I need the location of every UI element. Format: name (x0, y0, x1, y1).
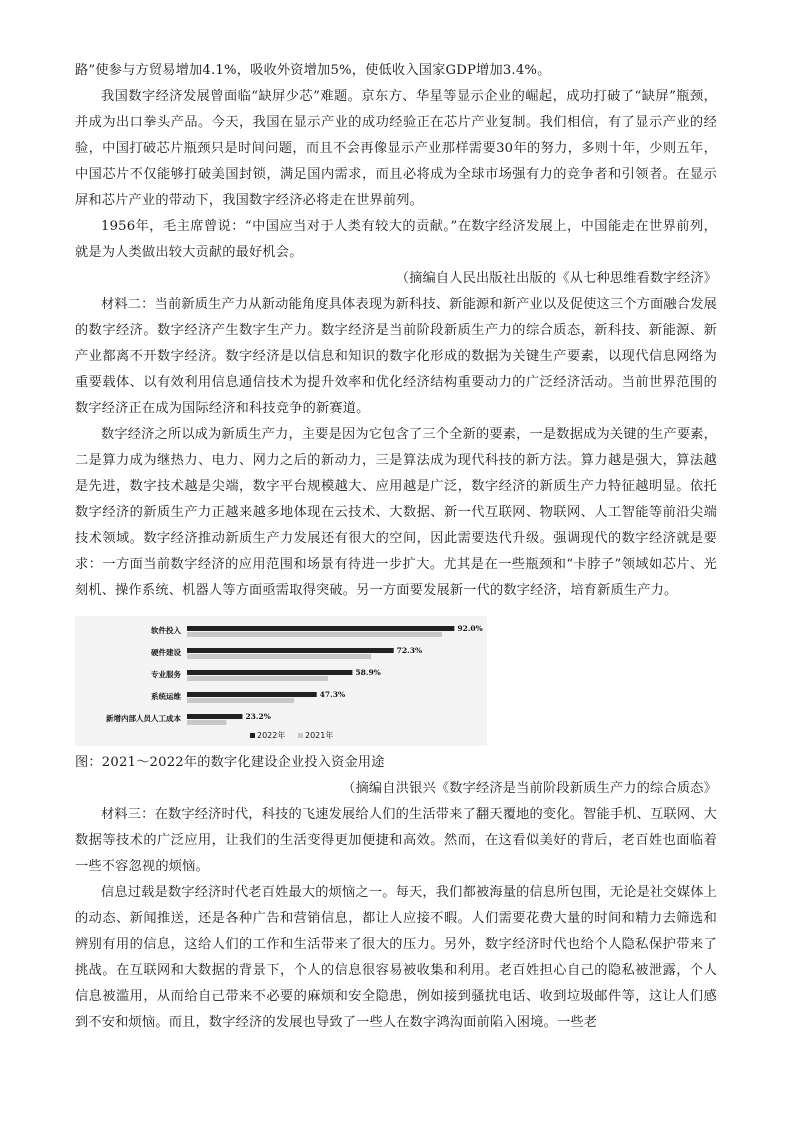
legend-label: 2022年 (257, 731, 286, 740)
bar-2021 (187, 632, 442, 637)
data-label: 47.3% (319, 690, 346, 699)
material-three-section (75, 802, 717, 1036)
bar-chart-figure (75, 616, 487, 746)
data-label: 72.3% (396, 646, 423, 655)
data-label: 92.0% (457, 624, 483, 633)
top-section (75, 58, 717, 266)
paragraph: 材料三：在数字经济时代，科技的飞速发展给人们的生活带来了翻天覆地的变化。智能手机、互联网、大数据等技术的广泛应用，让我们的生活变得更加便捷和高效。然而，在这看似美好的背后，老百姓也面临着一些不容忽视的烦恼。 (75, 807, 717, 874)
bar-2022 (187, 692, 317, 697)
category-label: 新增内部人员人工成本 (106, 714, 181, 723)
material-two-section (75, 292, 717, 604)
bar-2022 (187, 670, 352, 675)
category-label: 系统运维 (151, 692, 181, 701)
legend-swatch (250, 733, 255, 738)
bar-2022 (187, 714, 242, 719)
paragraph: 我国数字经济发展曾面临“缺屏少芯”难题。京东方、华星等显示企业的崛起，成功打破了“缺屏”瓶颈，并成为出口拳头产品。今天，我国在显示产业的成功经验正在芯片产业复制。我们相信，有了显示产业的经验，中国打破芯片瓶颈只是时间问题，而且不会再像显示产业那样需要30年的努力，多则十年，少则五年，中国芯片不仅能够打破美国封锁，满足国内需求，而且必将成为全球市场强有力的竞争者和引领者。在显示屏和芯片产业的带动下，我国数字经济必将走在世界前列。 (75, 89, 717, 208)
data-label: 58.9% (355, 668, 381, 677)
data-label: 23.2% (245, 712, 271, 721)
bar-2022 (187, 648, 394, 653)
bar-2021 (187, 654, 371, 659)
bar-chart (75, 616, 487, 746)
document-page (75, 58, 717, 1036)
category-label: 专业服务 (151, 670, 181, 679)
paragraph: 数字经济之所以成为新质生产力，主要是因为它包含了三个全新的要素，一是数据成为关键的生产要素，二是算力成为继热力、电力、网力之后的新动力，三是算法成为现代科技的新方法。算力越是强大，算法越是先进，数字技术越是尖端，数字平台规模越大、应用越是广泛，数字经济的新质生产力特征越明显。依托数字经济的新质生产力正越来越多地体现在云技术、大数据、新一代互联网、物联网、人工智能等前沿尖端技术领域。数字经济推动新质生产力发展还有很大的空间，因此需要迭代升级。强调现代的数字经济就是要求：一方面当前数字经济的应用范围和场景有待进一步扩大。尤其是在一些瓶颈和“卡脖子”领域如芯片、光刻机、操作系统、机器人等方面亟需取得突破。另一方面要发展新一代的数字经济，培育新质生产力。 (75, 427, 717, 598)
paragraph: 信息过载是数字经济时代老百姓最大的烦恼之一。每天，我们都被海量的信息所包围，无论是社交媒体上的动态、新闻推送，还是各种广告和营销信息，都让人应接不暇。人们需要花费大量的时间和精力去筛选和辨别有用的信息，这给人们的工作和生活带来了很大的压力。另外，数字经济时代也给个人隐私保护带来了挑战。在互联网和大数据的背景下，个人的信息很容易被收集和利用。老百姓担心自己的隐私被泄露，个人信息被滥用，从而给自己带来不必要的麻烦和安全隐患，例如接到骚扰电话、收到垃圾邮件等，这让人们感到不安和烦恼。而且，数字经济的发展也导致了一些人在数字鸿沟面前陷入困境。一些老 (75, 885, 717, 1030)
bar-2022 (187, 626, 454, 631)
paragraph: 1956年，毛主席曾说：“中国应当对于人类有较大的贡献。”在数字经济发展上，中国能走在世界前列，就是为人类做出较大贡献的最好机会。 (75, 219, 717, 260)
bar-2021 (187, 676, 328, 681)
figure-caption: 图：2021～2022年的数字化建设企业投入资金用途 (75, 755, 385, 770)
source-citation-2: （摘编自洪银兴《数字经济是当前阶段新质生产力的综合质态》 (342, 781, 717, 796)
legend-swatch (298, 733, 303, 738)
source-citation-1: （摘编自人民出版社出版的《从七种思维看数字经济》 (395, 271, 717, 286)
category-label: 硬件建设 (151, 648, 181, 657)
paragraph: 路”使参与方贸易增加4.1%，吸收外资增加5%，使低收入国家GDP增加3.4%。 (75, 63, 551, 78)
bar-2021 (187, 720, 226, 725)
bar-2021 (187, 698, 294, 703)
category-label: 软件投入 (151, 626, 181, 635)
legend-label: 2021年 (305, 731, 334, 740)
paragraph: 材料二：当前新质生产力从新动能角度具体表现为新科技、新能源和新产业以及促使这三个方面融合发展的数字经济。数字经济产生数字生产力。数字经济是当前阶段新质生产力的综合质态，新科技、新能源、新产业都离不开数字经济。数字经济是以信息和知识的数字化形成的数据为关键生产要素，以现代信息网络为重要载体、以有效利用信息通信技术为提升效率和优化经济结构重要动力的广泛经济活动。当前世界范围的数字经济正在成为国际经济和科技竞争的新赛道。 (75, 297, 717, 416)
